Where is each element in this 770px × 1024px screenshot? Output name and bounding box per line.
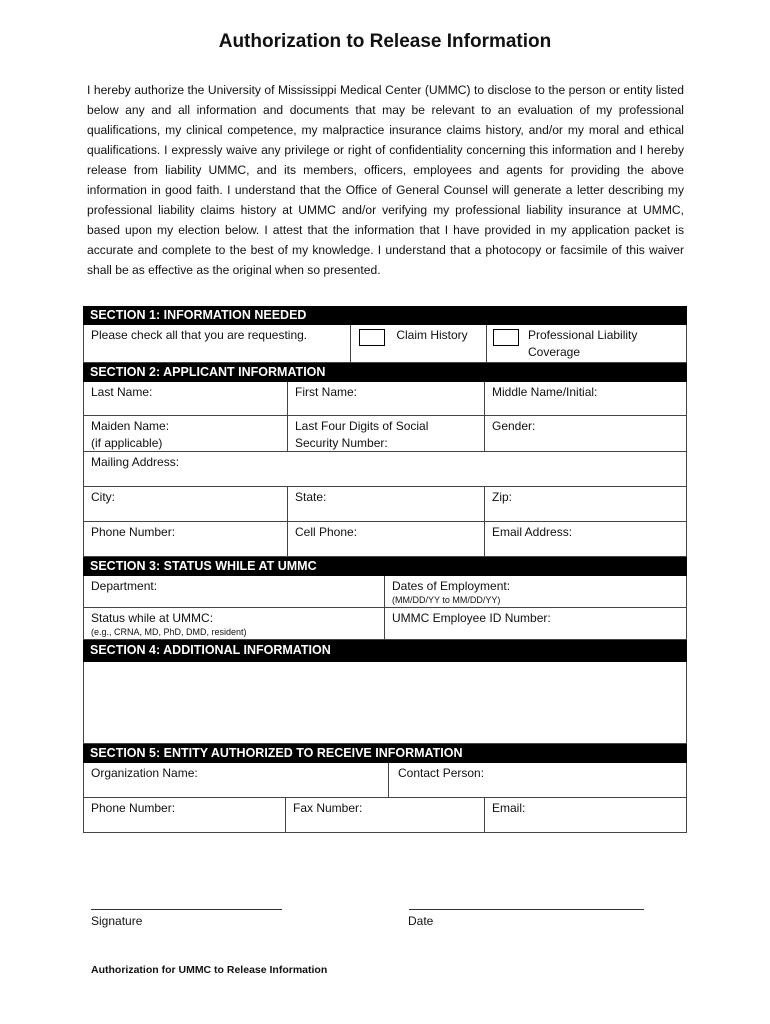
- middle-name-field[interactable]: Middle Name/Initial:: [492, 385, 598, 399]
- last-name-field[interactable]: Last Name:: [84, 382, 288, 415]
- contact-row: [83, 522, 687, 557]
- entity-email-field[interactable]: Email:: [492, 801, 526, 815]
- signature-label: Signature: [91, 914, 143, 928]
- gender-field[interactable]: Gender:: [492, 419, 536, 433]
- document-footer: Authorization for UMMC to Release Information: [91, 964, 328, 976]
- maiden-name-label: Maiden Name:: [91, 419, 170, 433]
- section4-header: SECTION 4: ADDITIONAL INFORMATION: [83, 640, 687, 662]
- cell-phone-field[interactable]: Cell Phone:: [288, 522, 485, 556]
- date-label: Date: [408, 914, 434, 928]
- status-field[interactable]: [84, 608, 385, 639]
- state-field[interactable]: State:: [288, 487, 485, 521]
- claim-history-checkbox[interactable]: [359, 329, 385, 346]
- location-row: [83, 487, 687, 522]
- status-note: (e.g., CRNA, MD, PhD, DMD, resident): [91, 627, 247, 637]
- request-prompt: Please check all that you are requesting.: [84, 325, 351, 362]
- section1-row: [83, 325, 687, 363]
- email-address-field[interactable]: Email Address:: [492, 525, 573, 539]
- entity-contact-row: [83, 798, 687, 833]
- claim-history-label: Claim History: [396, 328, 468, 342]
- status-row: [83, 608, 687, 640]
- organization-field[interactable]: Organization Name:: [84, 763, 389, 797]
- page-title: Authorization to Release Information: [218, 31, 552, 52]
- identity-row: [83, 416, 687, 452]
- date-line[interactable]: [409, 909, 644, 910]
- department-row: [83, 576, 687, 608]
- section3-header: SECTION 3: STATUS WHILE AT UMMC: [83, 557, 687, 576]
- section5-header: SECTION 5: ENTITY AUTHORIZED TO RECEIVE INFORMATION: [83, 744, 687, 763]
- employee-id-field[interactable]: UMMC Employee ID Number:: [392, 611, 551, 625]
- city-field[interactable]: City:: [84, 487, 288, 521]
- first-name-field[interactable]: First Name:: [288, 382, 485, 415]
- zip-field[interactable]: Zip:: [492, 490, 513, 504]
- dates-label: Dates of Employment:: [392, 579, 511, 593]
- organization-row: [83, 763, 687, 798]
- authorization-form: [83, 306, 687, 833]
- liability-coverage-label: Professional Liability Coverage: [528, 328, 638, 359]
- phone-field[interactable]: Phone Number:: [84, 522, 288, 556]
- maiden-name-note: (if applicable): [91, 436, 163, 450]
- department-field[interactable]: Department:: [84, 576, 385, 607]
- contact-person-field[interactable]: Contact Person:: [398, 766, 485, 780]
- section2-header: SECTION 2: APPLICANT INFORMATION: [83, 363, 687, 382]
- entity-fax-field[interactable]: Fax Number:: [286, 798, 485, 832]
- dates-field[interactable]: [385, 576, 686, 607]
- mailing-address-field[interactable]: Mailing Address:: [91, 455, 180, 469]
- status-label: Status while at UMMC:: [91, 611, 214, 625]
- additional-info-area[interactable]: [83, 662, 687, 744]
- mailing-address-row: [83, 452, 687, 487]
- name-row: [83, 382, 687, 416]
- authorization-paragraph: I hereby authorize the University of Mississippi Medical Center (UMMC) to disclose to the person or entity listed below any and all information and documents that may be relevant to an evaluation of my professional qualifications, my clinical competence, my malpractice insurance claims history, and/or my moral and ethical qualifications. I expressly waive any privilege or right of confidentiality concerning this information and I hereby release from liability UMMC, and its members, officers, employees and agents for providing the above information in good faith. I understand that the Office of General Counsel will generate a letter describing my professional liability claims history at UMMC and/or verifying my professional liability insurance at UMMC, based upon my election below. I attest that the information that I have provided in my application packet is accurate and complete to the best of my knowledge. I understand that a photocopy or facsimile of this waiver shall be as effective as the original when so presented.: [87, 83, 684, 277]
- section1-header: SECTION 1: INFORMATION NEEDED: [83, 306, 687, 325]
- maiden-name-field[interactable]: [84, 416, 288, 451]
- ssn-field[interactable]: Last Four Digits of Social Security Number:: [288, 416, 485, 451]
- dates-note: (MM/DD/YY to MM/DD/YY): [392, 595, 501, 605]
- liability-coverage-checkbox[interactable]: [493, 329, 519, 346]
- signature-line[interactable]: [91, 909, 282, 910]
- liability-coverage-option[interactable]: [487, 325, 686, 362]
- entity-phone-field[interactable]: Phone Number:: [84, 798, 286, 832]
- claim-history-option[interactable]: [351, 325, 487, 362]
